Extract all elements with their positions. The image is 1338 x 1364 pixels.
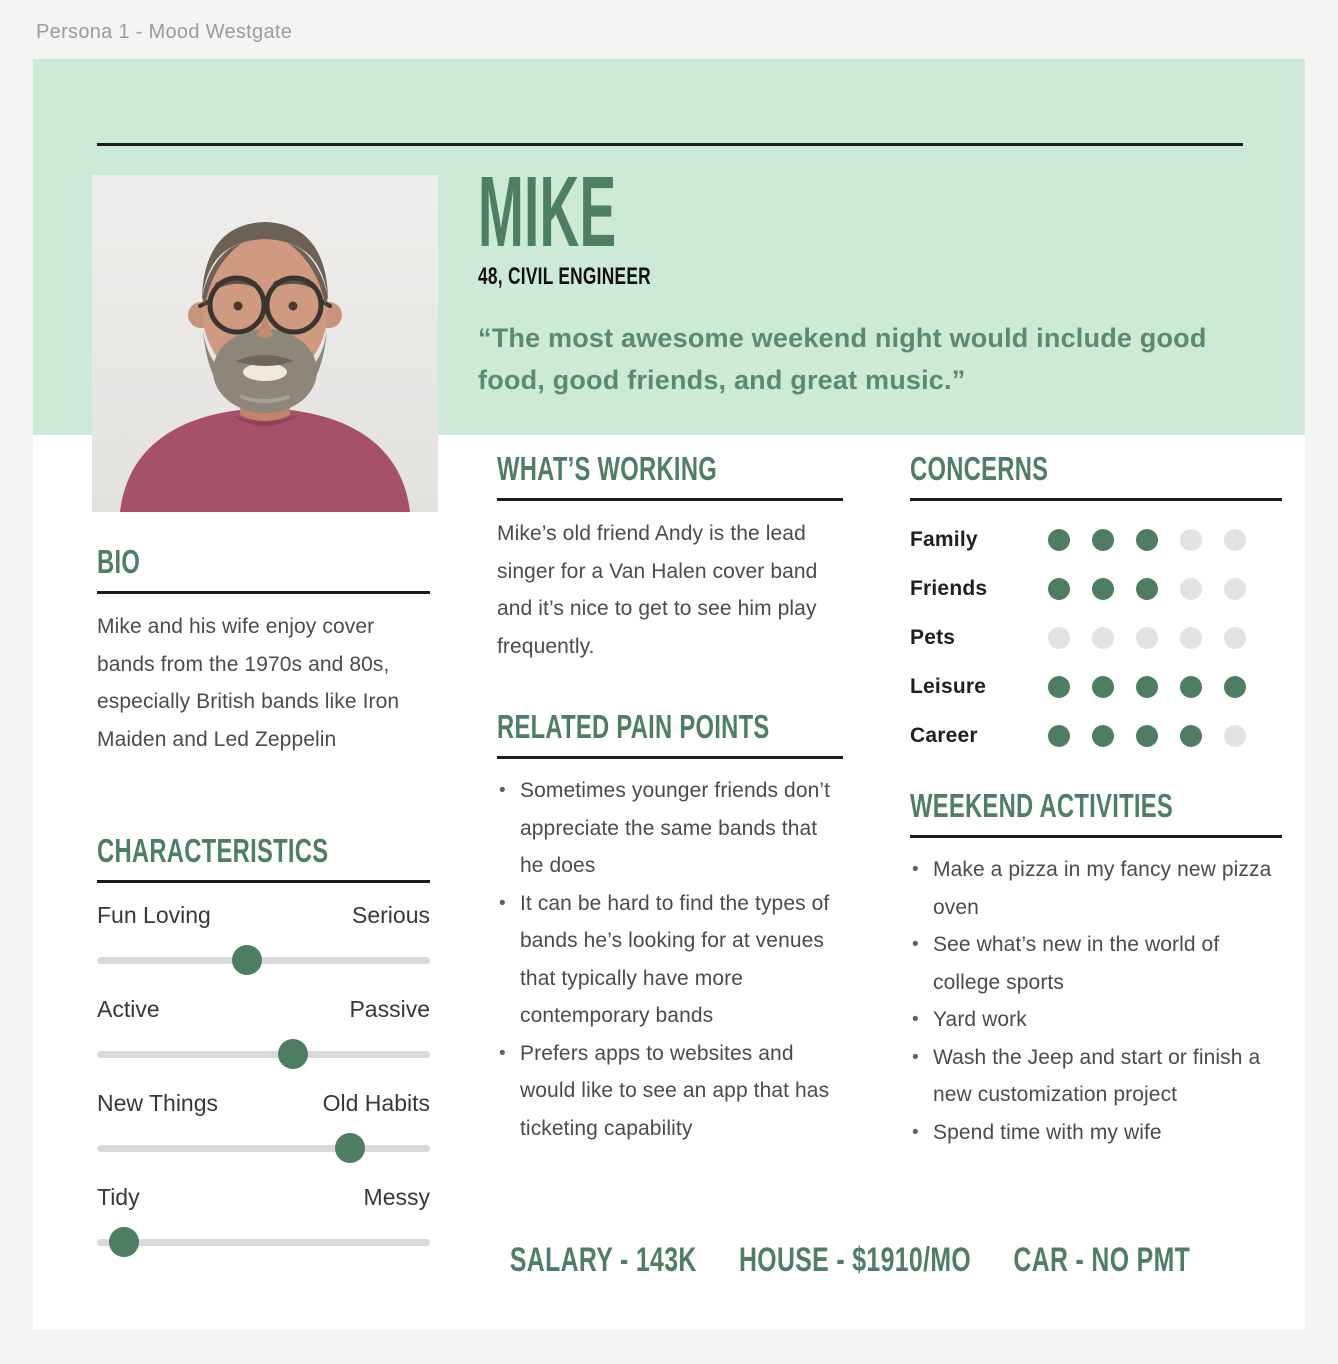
concerns-divider [910, 498, 1282, 501]
slider-label-right: Serious [352, 902, 430, 928]
rating-dot-empty [1048, 627, 1070, 649]
weekend-activity-item: • Wash the Jeep and start or finish a new customization project [910, 1039, 1282, 1114]
concern-dots [1048, 725, 1246, 747]
concern-row [910, 564, 1282, 613]
bio-divider [97, 591, 430, 594]
weekend-activity-item: • Spend time with my wife [910, 1114, 1282, 1152]
stat-item: SALARY - 143K [509, 1241, 697, 1279]
slider-label-right: Messy [363, 1184, 430, 1210]
weekend-activities-list [910, 851, 1282, 1151]
concern-label: Pets [910, 625, 956, 649]
rating-dot-filled [1136, 578, 1158, 600]
characteristic-slider [97, 1182, 430, 1246]
persona-subtitle: 48, CIVIL ENGINEER [478, 263, 651, 290]
slider-labels [97, 1182, 430, 1212]
characteristics-divider [97, 880, 430, 883]
rating-dot-filled [1136, 529, 1158, 551]
rating-dot-filled [1092, 578, 1114, 600]
persona-card [33, 59, 1305, 1330]
concern-row [910, 662, 1282, 711]
slider-label-right: Passive [349, 996, 430, 1022]
rating-dot-empty [1180, 529, 1202, 551]
slider-handle[interactable] [232, 945, 262, 975]
rating-dot-filled [1048, 578, 1070, 600]
rating-dot-filled [1136, 725, 1158, 747]
whats-working-heading: WHAT’S WORKING [497, 450, 718, 487]
pain-point-item: • Sometimes younger friends don’t appreciate the same bands that he does [497, 772, 843, 885]
characteristics-sliders [97, 900, 430, 1246]
concern-label: Family [910, 527, 978, 551]
slider-track[interactable] [97, 957, 430, 964]
characteristic-slider [97, 994, 430, 1058]
rating-dot-filled [1136, 676, 1158, 698]
rating-dot-filled [1224, 676, 1246, 698]
rating-dot-empty [1224, 529, 1246, 551]
rating-dot-empty [1224, 578, 1246, 600]
page-title: Persona 1 - Mood Westgate [36, 21, 293, 43]
concern-dots [1048, 627, 1246, 649]
rating-dot-filled [1180, 676, 1202, 698]
rating-dot-filled [1092, 725, 1114, 747]
weekend-activity-item: • Make a pizza in my fancy new pizza oven [910, 851, 1282, 926]
rating-dot-empty [1224, 725, 1246, 747]
slider-labels [97, 900, 430, 930]
rating-dot-filled [1048, 725, 1070, 747]
stats-bar [509, 1241, 1191, 1280]
bio-text: Mike and his wife enjoy cover bands from the 1970s and 80s, especially British bands like Iron Maiden and Led Zeppelin [97, 615, 400, 751]
slider-track[interactable] [97, 1145, 430, 1152]
weekend-activity-item: • Yard work [910, 1001, 1282, 1039]
rating-dot-filled [1092, 676, 1114, 698]
bio-heading: BIO [97, 543, 141, 580]
whats-working-text: Mike’s old friend Andy is the lead singer for a Van Halen cover band and it’s nice to get to see him play frequently. [497, 522, 818, 658]
concern-row [910, 515, 1282, 564]
concern-dots [1048, 676, 1246, 698]
slider-labels [97, 1088, 430, 1118]
stat-item: CAR - NO PMT [1013, 1241, 1191, 1279]
persona-name: MIKE [478, 156, 617, 268]
rating-dot-empty [1180, 578, 1202, 600]
characteristic-slider [97, 1088, 430, 1152]
slider-label-left: Fun Loving [97, 902, 211, 928]
rating-dot-empty [1180, 627, 1202, 649]
stat-item: HOUSE - $1910/MO [739, 1241, 972, 1279]
concern-row [910, 613, 1282, 662]
pain-points-heading: RELATED PAIN POINTS [497, 708, 770, 745]
slider-label-left: Active [97, 996, 160, 1022]
slider-labels [97, 994, 430, 1024]
slider-label-left: New Things [97, 1090, 219, 1116]
concerns-heading: CONCERNS [910, 450, 1049, 487]
weekend-divider [910, 835, 1282, 838]
persona-photo-illustration [92, 175, 438, 512]
persona-quote: “The most awesome weekend night would include good food, good friends, and great music.” [478, 323, 1207, 395]
slider-track[interactable] [97, 1239, 430, 1246]
pain-points-divider [497, 756, 843, 759]
concerns-ratings [910, 515, 1282, 760]
concern-label: Friends [910, 576, 988, 600]
slider-track[interactable] [97, 1051, 430, 1058]
slider-label-right: Old Habits [322, 1090, 430, 1116]
slider-label-left: Tidy [97, 1184, 140, 1210]
weekend-activity-item: • See what’s new in the world of college sports [910, 926, 1282, 1001]
header-divider [97, 143, 1243, 146]
whats-working-divider [497, 498, 843, 501]
rating-dot-empty [1224, 627, 1246, 649]
slider-handle[interactable] [335, 1133, 365, 1163]
concern-dots [1048, 529, 1246, 551]
rating-dot-filled [1092, 529, 1114, 551]
concern-label: Leisure [910, 674, 987, 698]
weekend-heading: WEEKEND ACTIVITIES [910, 787, 1174, 824]
characteristics-heading: CHARACTERISTICS [97, 832, 329, 869]
concern-label: Career [910, 723, 978, 747]
concern-row [910, 711, 1282, 760]
slider-handle[interactable] [109, 1227, 139, 1257]
column-working-painpoints [497, 449, 843, 1147]
pain-point-item: • It can be hard to find the types of bands he’s looking for at venues that typically have more contemporary bands [497, 885, 843, 1035]
rating-dot-empty [1092, 627, 1114, 649]
pain-points-list [497, 772, 843, 1147]
slider-handle[interactable] [278, 1039, 308, 1069]
rating-dot-empty [1136, 627, 1158, 649]
pain-point-item: • Prefers apps to websites and would like to see an app that has ticketing capability [497, 1035, 843, 1148]
characteristic-slider [97, 900, 430, 964]
rating-dot-filled [1048, 676, 1070, 698]
column-concerns-weekend [910, 449, 1282, 1151]
column-bio-characteristics [97, 542, 430, 1276]
rating-dot-filled [1180, 725, 1202, 747]
rating-dot-filled [1048, 529, 1070, 551]
persona-photo [92, 175, 438, 512]
concern-dots [1048, 578, 1246, 600]
